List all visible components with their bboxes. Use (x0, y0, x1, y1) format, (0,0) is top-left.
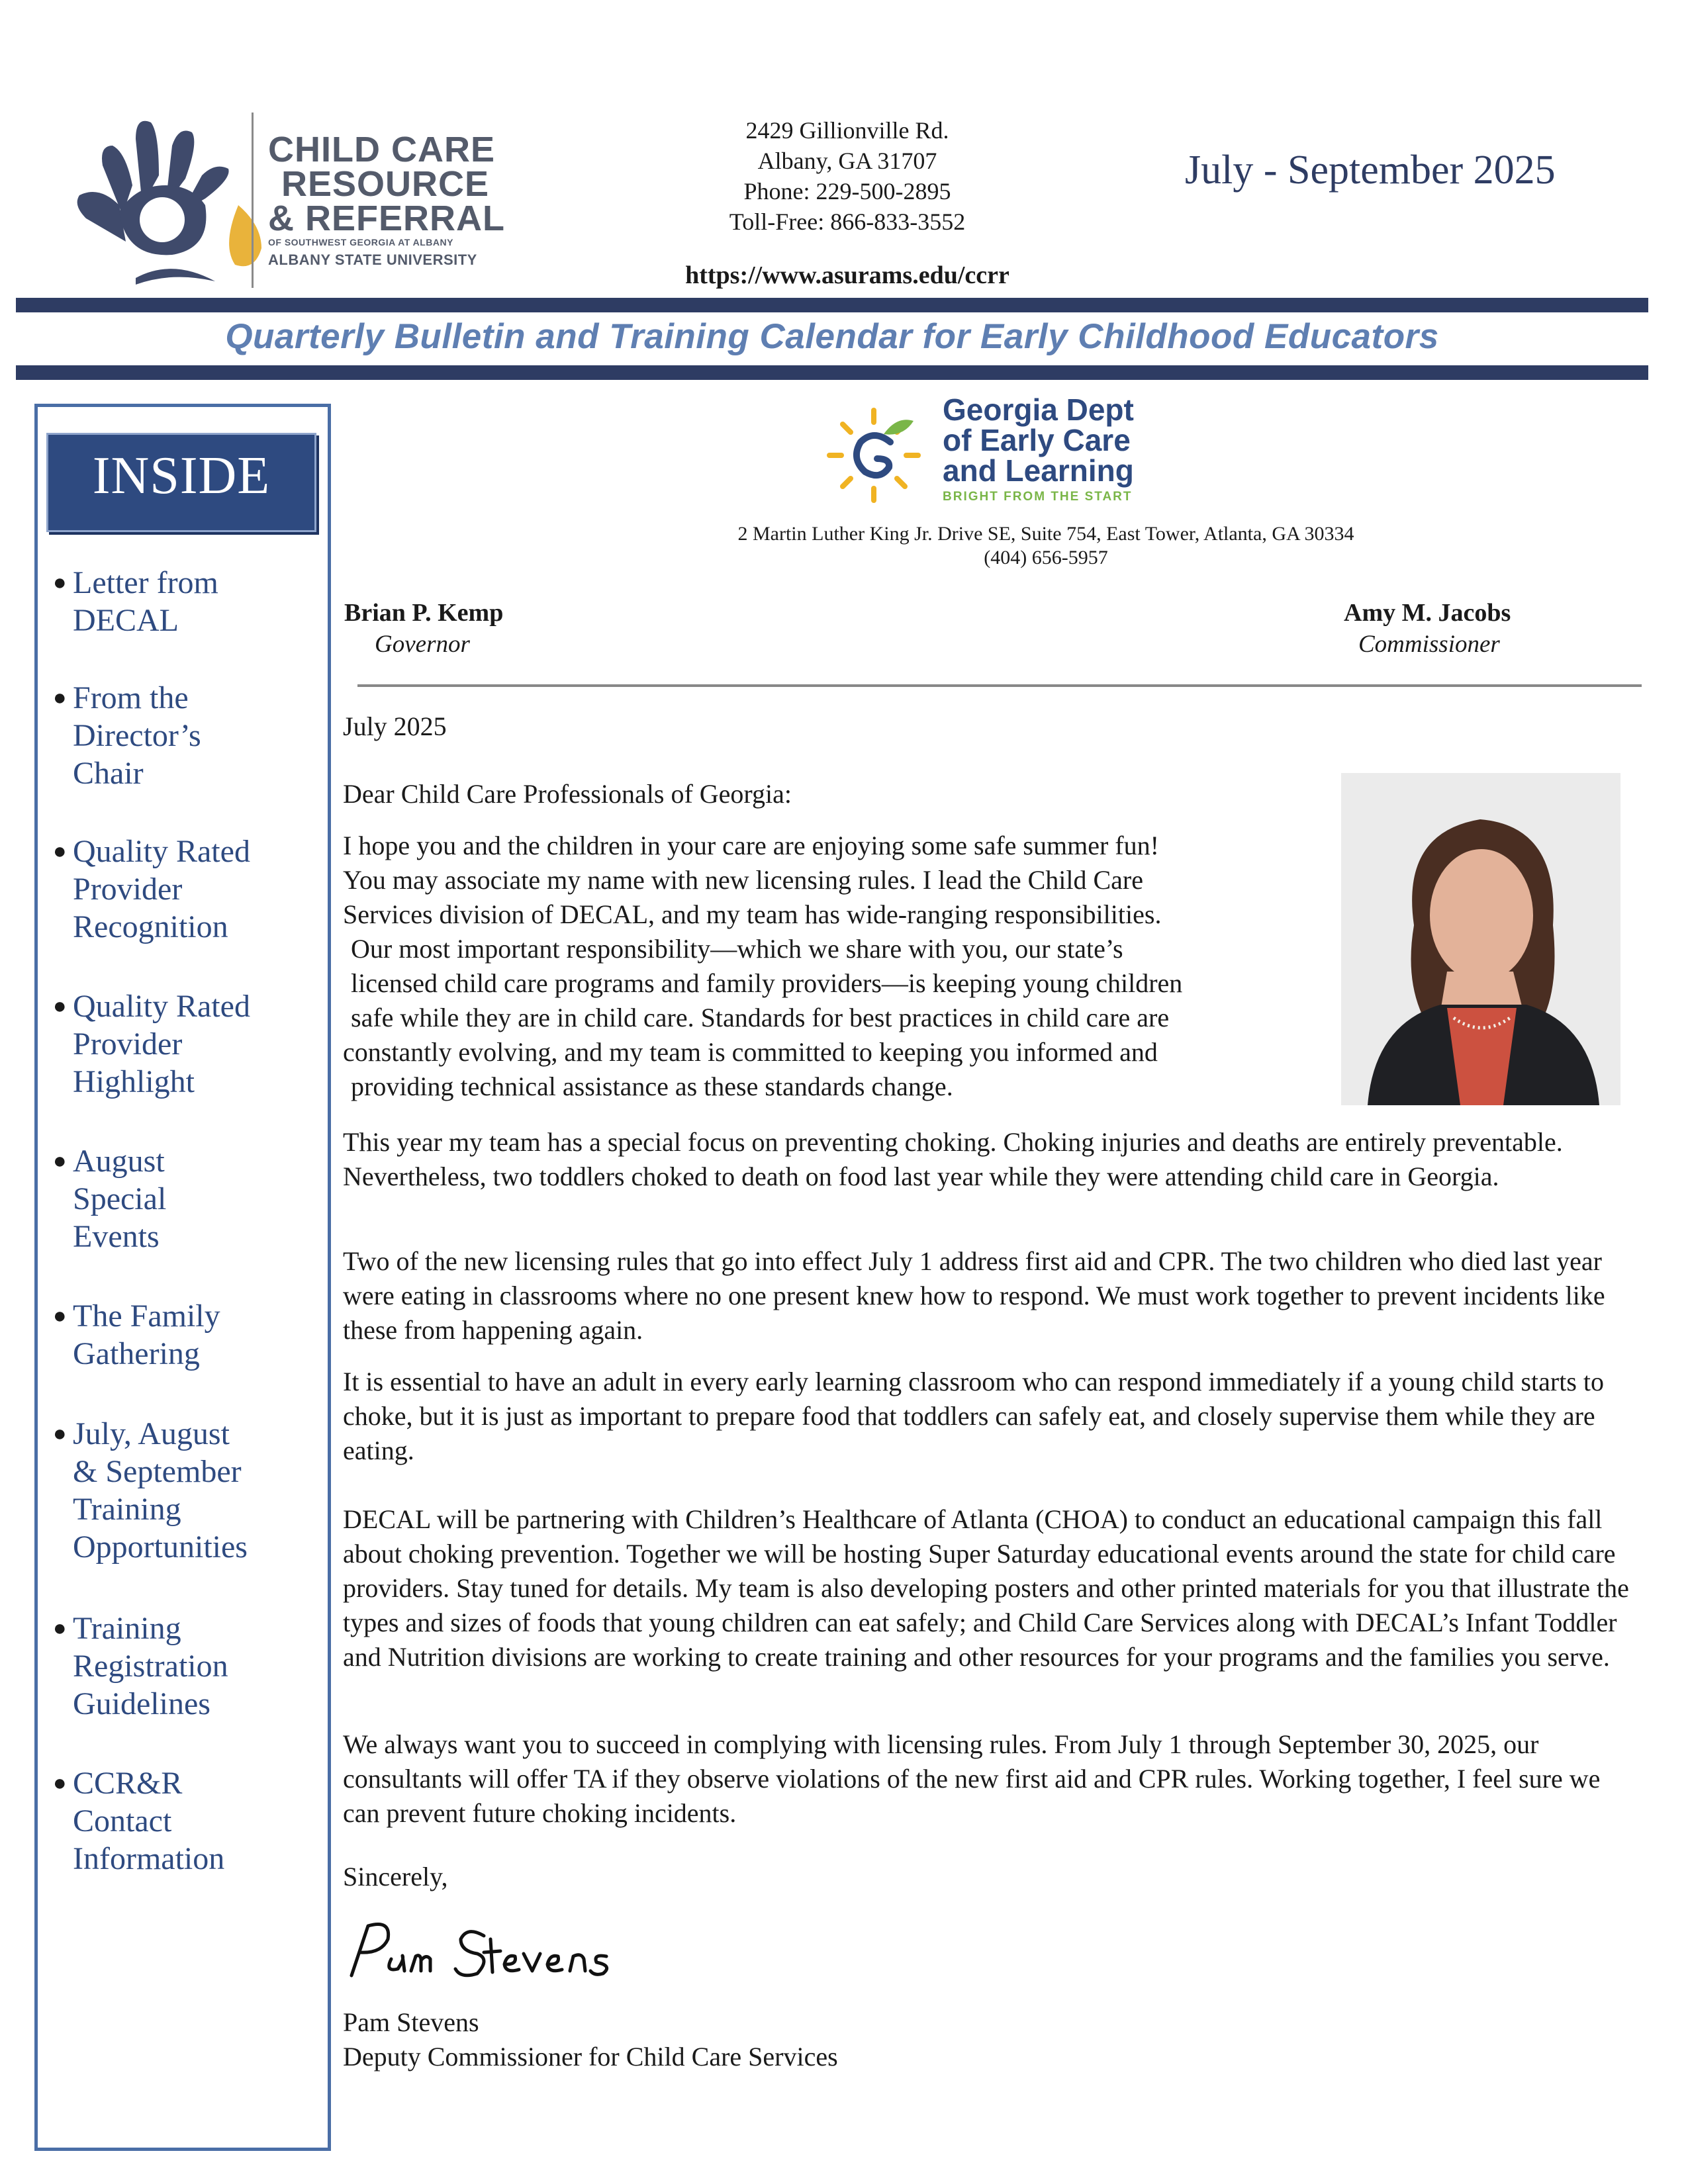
toc-item-provider-highlight[interactable]: ● Quality Rated Provider Highlight (53, 989, 250, 1099)
logo-text-line2: RESOURCE (281, 164, 490, 204)
logo-text-line4: OF SOUTHWEST GEORGIA AT ALBANY (268, 237, 453, 248)
decal-g-swirl (857, 435, 890, 475)
logo-text-line5: ALBANY STATE UNIVERSITY (268, 251, 477, 268)
signer-title: Deputy Commissioner for Child Care Services (343, 2042, 838, 2071)
logo-text-line1: CHILD CARE (268, 130, 495, 169)
author-portrait-photo (1341, 773, 1620, 1105)
logo-text-line3: & REFERRAL (268, 199, 505, 238)
letter-date: July 2025 (343, 711, 447, 741)
org-website-link[interactable]: https://www.asurams.edu/ccrr (685, 261, 1009, 289)
header-divider-top (16, 298, 1648, 312)
bullet-icon: ● (53, 1771, 67, 1796)
org-address-street: 2429 Gillionville Rd. (745, 117, 949, 144)
toc-item-directors-chair[interactable]: ● From the Director’s Chair (53, 680, 201, 791)
letter-closing: Sincerely, (343, 1862, 448, 1891)
letter-paragraph-5: DECAL will be partnering with Children’s Healthcare of Atlanta (CHOA) to conduct an educational campaign this fall about choking prevention. Together we will be hosting Super Saturday educational events around the state for child care providers. Stay tuned for details. My team is also developing posters and other printed materials for you that illustrate the types and sizes of foods that young children can eat safely; and Child Care Services along with DECAL’s Infant Toddler and Nutrition divisions are working to create training and other resources for your programs and the families you serve. (343, 1504, 1629, 1672)
toc-item-letter-from-decal[interactable]: ● Letter from DECAL (53, 565, 218, 638)
bullet-icon: ● (53, 839, 67, 864)
letter-paragraph-2: This year my team has a special focus on preventing choking. Choking injuries and deaths are entirely preventable. Nevertheless, two toddlers choked to death on food last year while they were attending child care in Georgia. (343, 1127, 1563, 1191)
letter-paragraph-6: We always want you to succeed in complying with licensing rules. From July 1 through September 30, 2025, our consultants will offer TA if they observe violations of the new first aid and CPR rules. Working together, I feel sure we can prevent future choking incidents. (343, 1729, 1601, 1828)
letter-paragraph-1: I hope you and the children in your care are enjoying some safe summer fun! You may associate my name with new licensing rules. I lead the Child Care Services division of DECAL, and my team has wide-ranging responsibilities. Our most important responsibility—which we share with you, our state’s licensed child care programs and family providers—is keeping young children safe while they are in child care. Standards for best practices in child care are constantly evolving, and my team is committed to keeping you informed and providing technical assistance as these standards change. (343, 831, 1183, 1101)
toc-item-family-gathering[interactable]: ● The Family Gathering (53, 1298, 220, 1371)
letter-salutation: Dear Child Care Professionals of Georgia: (343, 779, 792, 809)
bullet-icon: ● (53, 1422, 67, 1446)
bullet-icon: ● (53, 994, 67, 1019)
bullet-icon: ● (53, 1149, 67, 1173)
bullet-icon: ● (53, 570, 67, 595)
toc-item-training-opportunities[interactable]: ● July, August & September Training Opportunities (53, 1416, 248, 1565)
org-address-city: Albany, GA 31707 (757, 148, 937, 174)
decal-name-line1: Georgia Dept (943, 392, 1134, 427)
logo-swoosh (136, 269, 215, 285)
decal-name-line2: of Early Care (943, 423, 1131, 457)
bullet-icon: ● (53, 1304, 67, 1328)
decal-tagline: BRIGHT FROM THE START (943, 490, 1133, 504)
bullet-icon: ● (53, 686, 67, 710)
letter-paragraph-3: Two of the new licensing rules that go into effect July 1 address first aid and CPR. The two children who died last year were eating in classrooms where no one present knew how to respond. We must work together to prevent incidents like these from happening again. (343, 1246, 1605, 1345)
org-phone: Phone: 229-500-2895 (743, 178, 951, 205)
handwritten-signature (342, 1913, 639, 1992)
toc-item-registration-guidelines[interactable]: ● Training Registration Guidelines (53, 1611, 228, 1721)
issue-date: July - September 2025 (1185, 148, 1556, 193)
commissioner-name: Amy M. Jacobs (1344, 599, 1511, 627)
letterhead-divider (357, 684, 1642, 687)
toc-item-contact-information[interactable]: ● CCR&R Contact Information (53, 1766, 225, 1876)
org-toll-free: Toll-Free: 866-833-3552 (729, 208, 966, 235)
governor-name: Brian P. Kemp (344, 599, 504, 627)
governor-title: Governor (375, 631, 470, 658)
toc-item-provider-recognition[interactable]: ● Quality Rated Provider Recognition (53, 834, 250, 944)
toc-item-august-special-events[interactable]: ● August Special Events (53, 1144, 167, 1254)
inside-heading: INSIDE (92, 447, 271, 505)
signer-name: Pam Stevens (343, 2007, 479, 2037)
logo-yellow-flame (229, 205, 261, 266)
decal-leaf (884, 420, 914, 434)
letter-paragraph-4: It is essential to have an adult in every early learning classroom who can respond immediately if a young child starts to choke, but it is just as important to prepare food that toddlers can safely eat, and closely supervise them while they are eating. (343, 1367, 1605, 1465)
decal-name-line3: and Learning (943, 453, 1134, 488)
header-divider-bottom (16, 365, 1648, 380)
decal-phone: (404) 656-5957 (984, 547, 1108, 569)
bulletin-title: Quarterly Bulletin and Training Calendar for Early Childhood Educators (225, 317, 1439, 356)
decal-address: 2 Martin Luther King Jr. Drive SE, Suite 754, East Tower, Atlanta, GA 30334 (737, 523, 1354, 545)
commissioner-title: Commissioner (1358, 631, 1500, 658)
inside-sidebar (34, 404, 331, 2151)
bullet-icon: ● (53, 1616, 67, 1641)
